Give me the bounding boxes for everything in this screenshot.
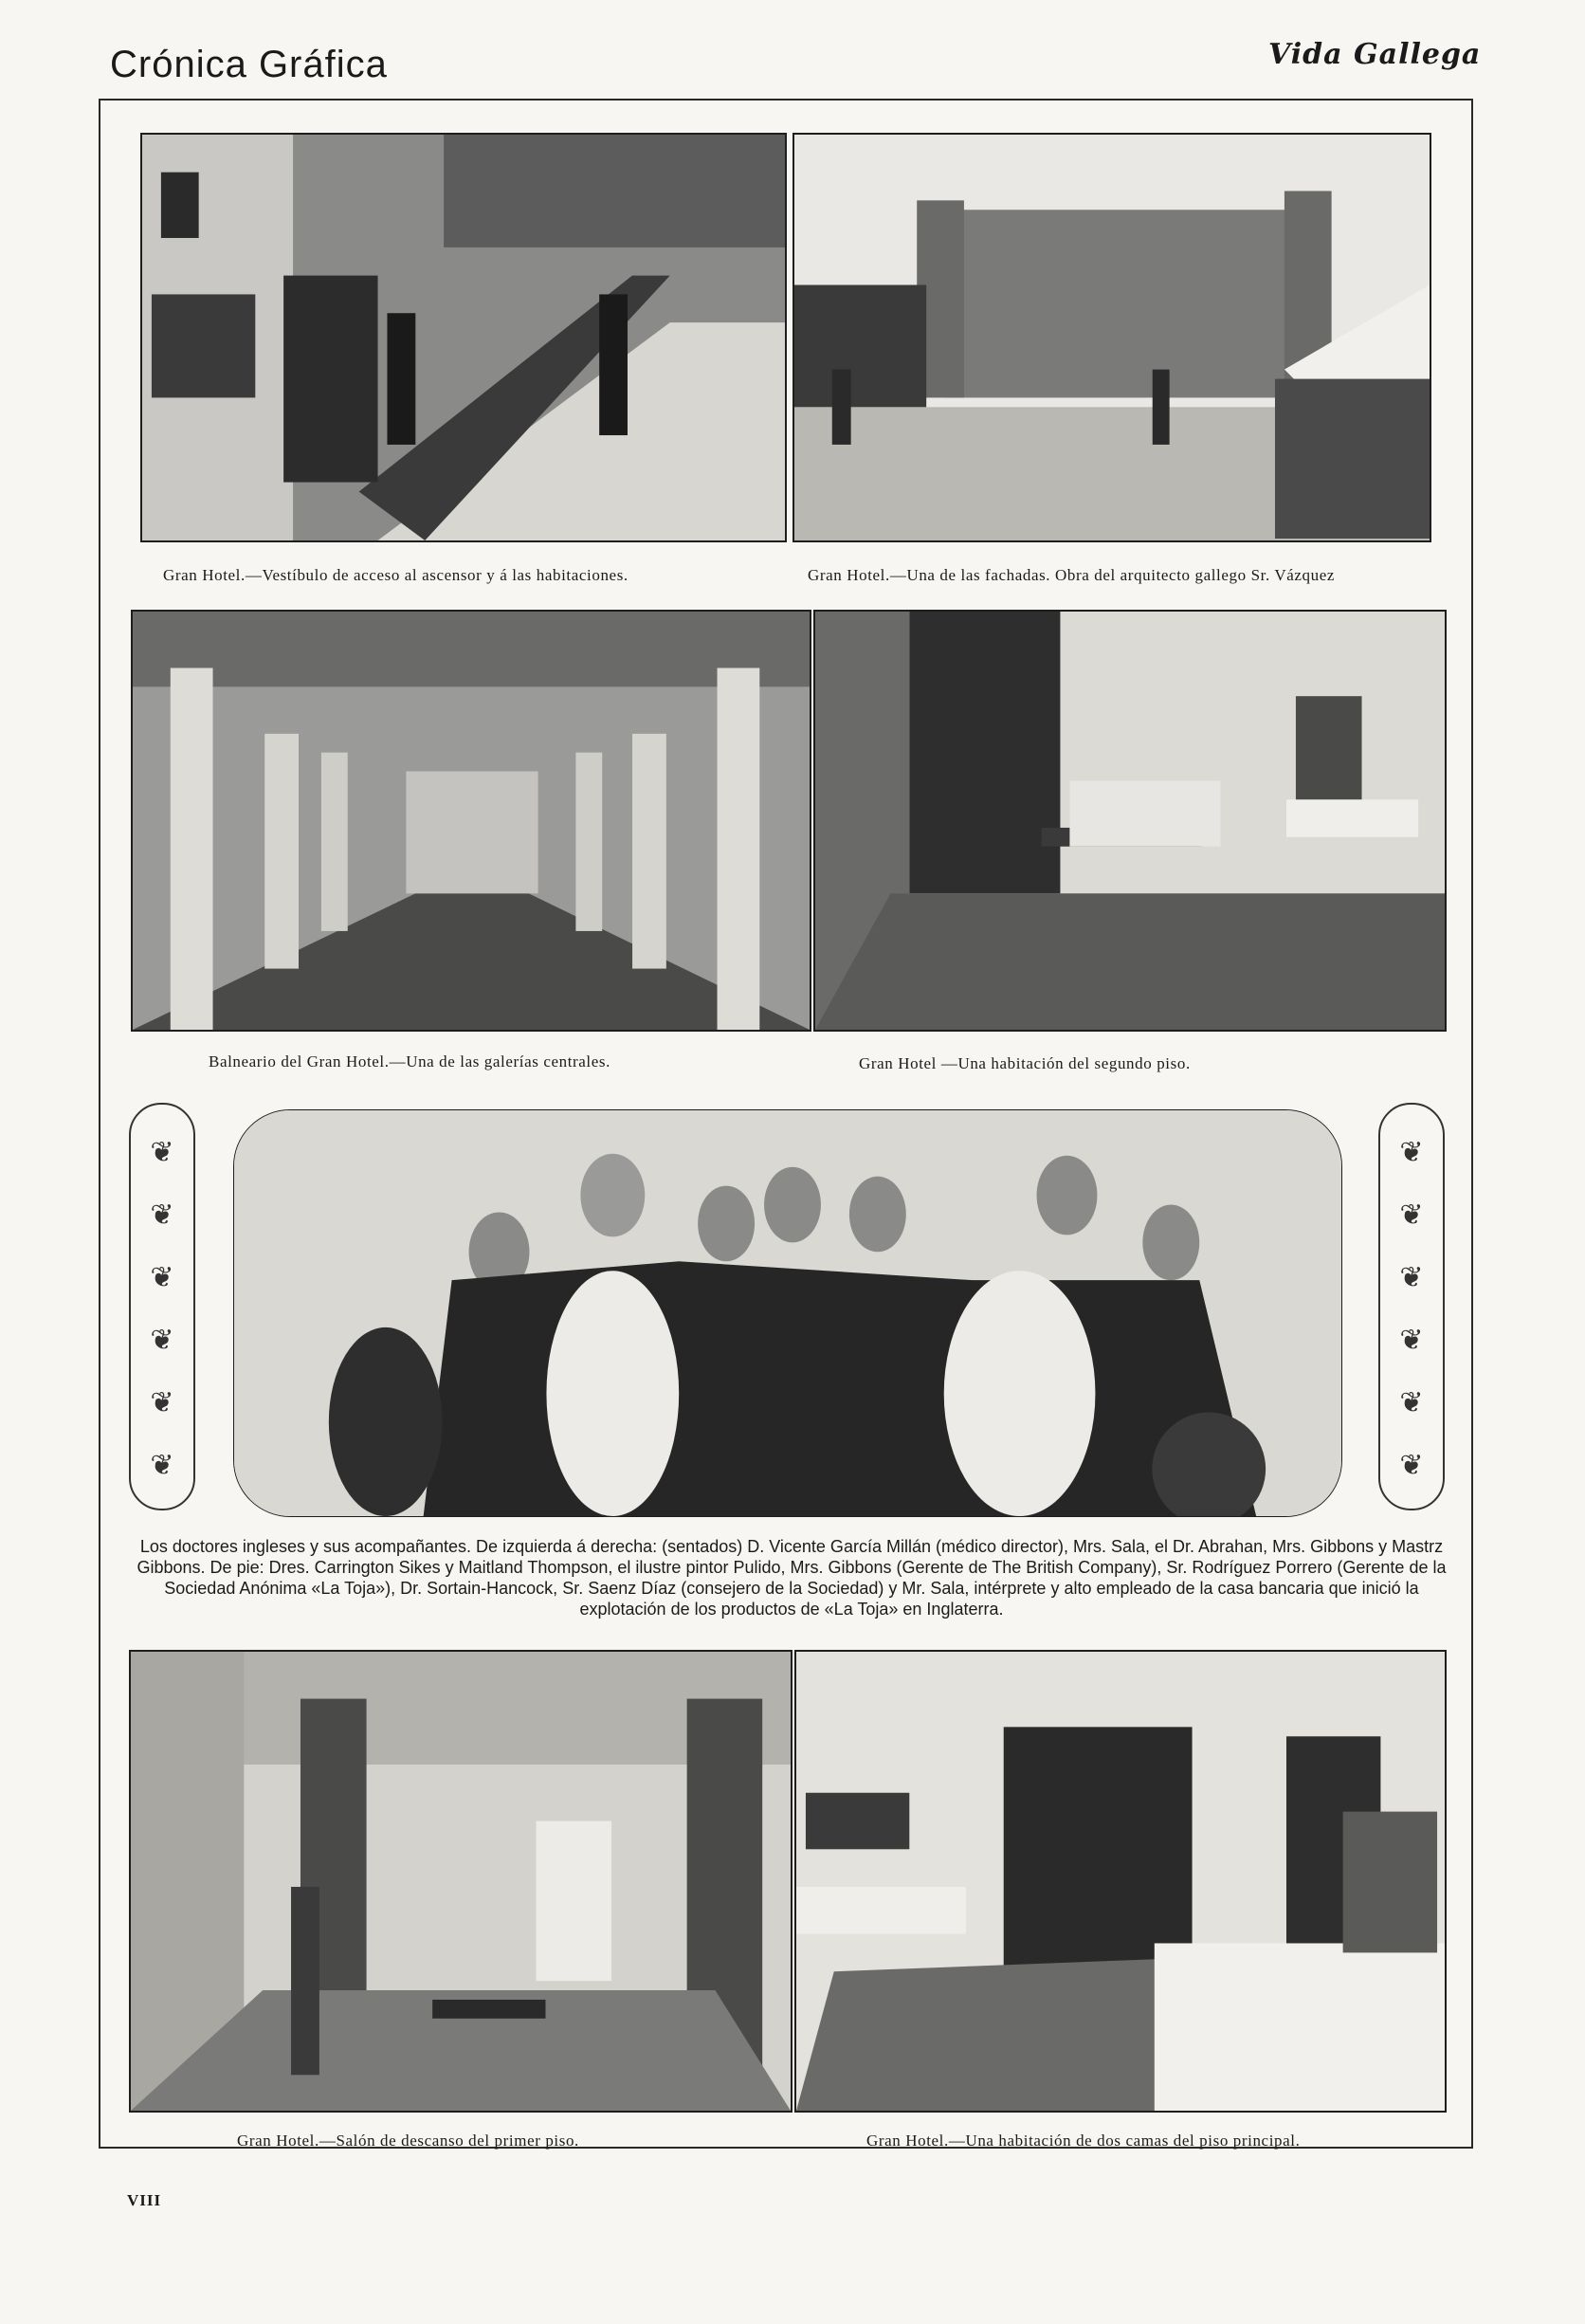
caption-first-floor-lounge: Gran Hotel.—Salón de descanso del primer piso. [237, 2132, 579, 2150]
frame-left [99, 99, 100, 2147]
caption-second-floor-room: Gran Hotel —Una habitación del segundo piso. [859, 1054, 1191, 1072]
flower-ornament-icon: ❦ [150, 1450, 174, 1481]
flower-ornament-icon: ❦ [150, 1325, 174, 1356]
photo-first-floor-lounge [129, 1650, 792, 2113]
flower-ornament-icon: ❦ [1399, 1325, 1424, 1356]
ornament-band-left [129, 1103, 195, 1510]
photo-double-room [794, 1650, 1447, 2113]
photo-vestibule-staircase [140, 133, 787, 542]
photo-hotel-facade [792, 133, 1431, 542]
flower-ornament-icon: ❦ [150, 1199, 174, 1231]
caption-group-portrait: Los doctores ingleses y sus acompañantes. De izquierda á derecha: (sentados) D. Vicente García Millán (médico director), Mrs. Sala, el Dr. Abrahan, Mrs. Gibbons y Mastrz Gibbons. De pie: Dres. Carrington Sikes y Maitland Thompson, el ilustre pintor Pulido, Mrs. Gibbons (Gerente de The British Company), Sr. Rodríguez Porrero (Gerente de la Sociedad Anónima «La Toja»), Dr. Sortain-Hancock, Sr. Saenz Díaz (consejero de la Sociedad) y Mr. Sala, intérprete y alto empleado de la casa bancaria que inició la explotación de los productos de «La Toja» en Inglaterra. [137, 1537, 1447, 1619]
flower-ornament-icon: ❦ [150, 1387, 174, 1418]
flower-ornament-icon: ❦ [150, 1262, 174, 1293]
frame-right [1471, 99, 1473, 2147]
caption-spa-gallery: Balneario del Gran Hotel.—Una de las galerías centrales. [209, 1052, 610, 1071]
page-number: VIII [127, 2191, 162, 2209]
caption-double-room: Gran Hotel.—Una habitación de dos camas del piso principal. [866, 2132, 1301, 2150]
caption-facade: Gran Hotel.—Una de las fachadas. Obra del arquitecto gallego Sr. Vázquez [808, 566, 1335, 584]
flower-ornament-icon: ❦ [1399, 1450, 1424, 1481]
flower-ornament-icon: ❦ [150, 1137, 174, 1168]
flower-ornament-icon: ❦ [1399, 1199, 1424, 1231]
photo-second-floor-room [813, 610, 1447, 1032]
header-rule [99, 99, 1473, 101]
flower-ornament-icon: ❦ [1399, 1387, 1424, 1418]
photo-group-portrait [233, 1109, 1342, 1517]
flower-ornament-icon: ❦ [1399, 1137, 1424, 1168]
section-title: Crónica Gráfica [110, 44, 388, 85]
ornament-band-right [1378, 1103, 1445, 1510]
photo-spa-gallery [131, 610, 811, 1032]
magazine-logo: Vida Gallega [1268, 38, 1482, 71]
flower-ornament-icon: ❦ [1399, 1262, 1424, 1293]
caption-vestibule: Gran Hotel.—Vestíbulo de acceso al ascensor y á las habitaciones. [163, 566, 629, 584]
